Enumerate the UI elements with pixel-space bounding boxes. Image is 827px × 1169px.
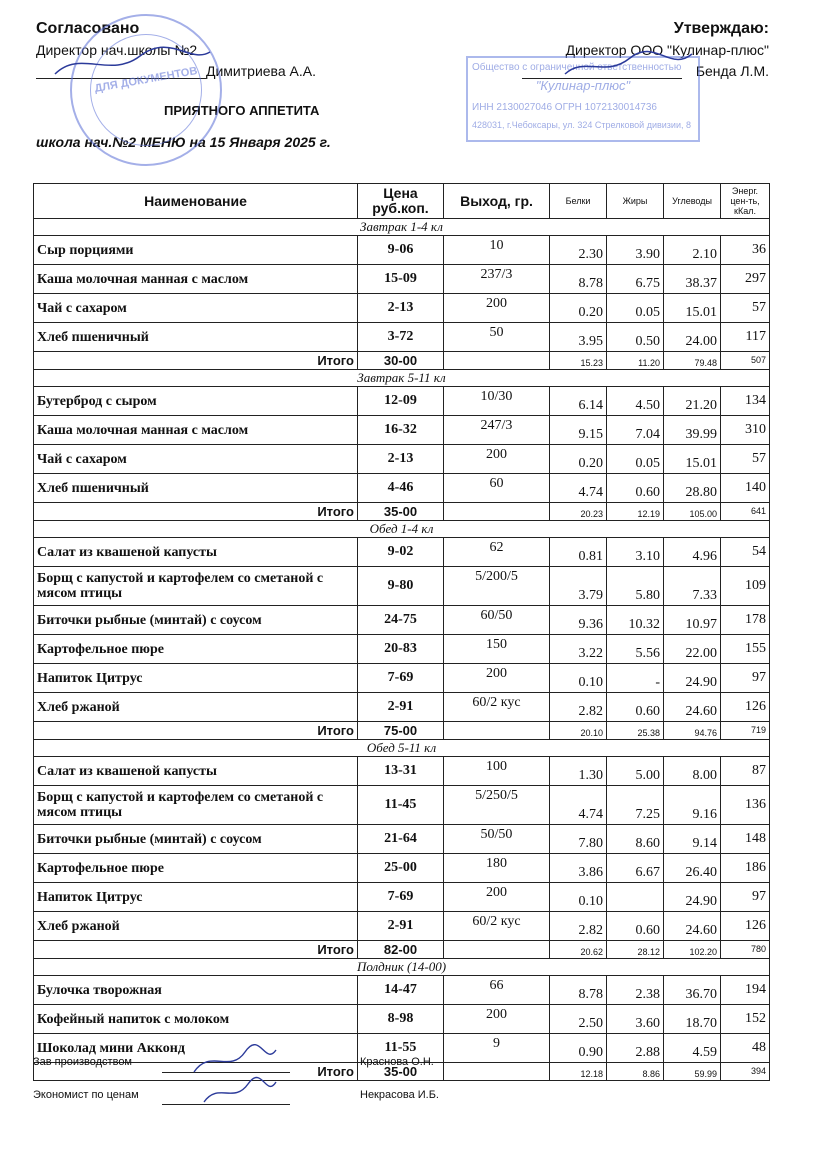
section-title: Завтрак 5-11 кл <box>34 370 770 387</box>
dish-energy: 136 <box>721 786 770 825</box>
dish-protein: 0.20 <box>550 445 607 474</box>
dish-energy: 117 <box>721 323 770 352</box>
dish-name: Напиток Цитрус <box>34 883 358 912</box>
approval-right-signer: Бенда Л.М. <box>695 63 769 79</box>
dish-energy: 48 <box>721 1034 770 1063</box>
dish-energy: 152 <box>721 1005 770 1034</box>
approval-right-title: Утверждаю: <box>673 20 769 37</box>
header-protein: Белки <box>550 184 607 219</box>
dish-fat: 5.80 <box>607 567 664 606</box>
total-carbs: 105.00 <box>664 503 721 521</box>
dish-price: 7-69 <box>358 883 444 912</box>
dish-carbs: 15.01 <box>664 294 721 323</box>
dish-price: 9-80 <box>358 567 444 606</box>
table-row <box>34 635 770 664</box>
section-row <box>34 521 770 538</box>
dish-protein: 8.78 <box>550 976 607 1005</box>
dish-price: 7-69 <box>358 664 444 693</box>
total-row <box>34 503 770 521</box>
table-row <box>34 693 770 722</box>
total-carbs: 79.48 <box>664 352 721 370</box>
total-energy: 719 <box>721 722 770 740</box>
total-output <box>444 941 550 959</box>
footer-name-1: Краснова О.Н. <box>360 1056 434 1068</box>
table-row <box>34 912 770 941</box>
dish-fat: 7.25 <box>607 786 664 825</box>
round-stamp-text: ДЛЯ ДОКУМЕНТОВ <box>93 65 199 95</box>
total-label: Итого <box>34 503 358 521</box>
dish-price: 9-06 <box>358 236 444 265</box>
table-row <box>34 786 770 825</box>
menu-title: школа нач.№2 МЕНЮ на 15 Января 2025 г. <box>36 134 331 150</box>
dish-protein: 9.36 <box>550 606 607 635</box>
dish-fat: 0.05 <box>607 445 664 474</box>
dish-protein: 6.14 <box>550 387 607 416</box>
dish-price: 20-83 <box>358 635 444 664</box>
dish-name: Хлеб пшеничный <box>34 323 358 352</box>
dish-output: 60 <box>444 474 550 503</box>
table-row <box>34 567 770 606</box>
dish-energy: 178 <box>721 606 770 635</box>
dish-name: Салат из квашеной капусты <box>34 538 358 567</box>
total-protein: 20.10 <box>550 722 607 740</box>
dish-protein: 0.10 <box>550 883 607 912</box>
section-row <box>34 959 770 976</box>
dish-fat: 2.88 <box>607 1034 664 1063</box>
table-row <box>34 854 770 883</box>
total-output <box>444 1063 550 1081</box>
dish-fat: 0.50 <box>607 323 664 352</box>
dish-price: 8-98 <box>358 1005 444 1034</box>
dish-name: Хлеб ржаной <box>34 693 358 722</box>
total-label: Итого <box>34 722 358 740</box>
dish-price: 11-45 <box>358 786 444 825</box>
dish-output: 62 <box>444 538 550 567</box>
dish-carbs: 38.37 <box>664 265 721 294</box>
dish-output: 50/50 <box>444 825 550 854</box>
dish-name: Каша молочная манная с маслом <box>34 416 358 445</box>
dish-output: 150 <box>444 635 550 664</box>
total-carbs: 102.20 <box>664 941 721 959</box>
dish-fat: 3.10 <box>607 538 664 567</box>
menu-table-body <box>34 219 770 1081</box>
total-carbs: 94.76 <box>664 722 721 740</box>
dish-protein: 7.80 <box>550 825 607 854</box>
dish-protein: 4.74 <box>550 786 607 825</box>
left-signature-scribble <box>50 44 220 84</box>
total-energy: 507 <box>721 352 770 370</box>
approval-right-position: Директор ООО "Кулинар-плюс" <box>565 42 769 58</box>
dish-carbs: 18.70 <box>664 1005 721 1034</box>
total-energy: 641 <box>721 503 770 521</box>
dish-carbs: 24.60 <box>664 693 721 722</box>
header-carbs: Углеводы <box>664 184 721 219</box>
dish-price: 4-46 <box>358 474 444 503</box>
footer-signature-scribble-2 <box>200 1076 280 1110</box>
dish-energy: 57 <box>721 294 770 323</box>
total-row <box>34 352 770 370</box>
dish-price: 24-75 <box>358 606 444 635</box>
dish-carbs: 9.16 <box>664 786 721 825</box>
table-row <box>34 538 770 567</box>
dish-energy: 36 <box>721 236 770 265</box>
dish-name: Напиток Цитрус <box>34 664 358 693</box>
dish-price: 16-32 <box>358 416 444 445</box>
total-fat: 28.12 <box>607 941 664 959</box>
total-fat: 11.20 <box>607 352 664 370</box>
dish-fat: 3.90 <box>607 236 664 265</box>
dish-protein: 0.10 <box>550 664 607 693</box>
dish-output: 247/3 <box>444 416 550 445</box>
dish-output: 200 <box>444 664 550 693</box>
total-carbs: 59.99 <box>664 1063 721 1081</box>
table-row <box>34 474 770 503</box>
header-energy: Энерг. цен-ть, кКал. <box>721 184 770 219</box>
dish-price: 2-13 <box>358 294 444 323</box>
right-signature-scribble <box>560 48 700 84</box>
dish-price: 9-02 <box>358 538 444 567</box>
dish-fat: 5.00 <box>607 757 664 786</box>
dish-name: Салат из квашеной капусты <box>34 757 358 786</box>
dish-name: Шоколад мини Акконд <box>34 1034 358 1063</box>
dish-name: Сыр порциями <box>34 236 358 265</box>
dish-carbs: 24.00 <box>664 323 721 352</box>
dish-name: Чай с сахаром <box>34 445 358 474</box>
dish-price: 2-91 <box>358 693 444 722</box>
dish-output: 60/2 кус <box>444 912 550 941</box>
total-protein: 20.62 <box>550 941 607 959</box>
dish-carbs: 36.70 <box>664 976 721 1005</box>
table-row <box>34 323 770 352</box>
dish-energy: 87 <box>721 757 770 786</box>
dish-energy: 310 <box>721 416 770 445</box>
dish-carbs: 26.40 <box>664 854 721 883</box>
section-title: Полдник (14-00) <box>34 959 770 976</box>
table-row <box>34 883 770 912</box>
footer-role-1: Зав производством <box>33 1056 132 1068</box>
total-output <box>444 503 550 521</box>
dish-energy: 186 <box>721 854 770 883</box>
table-row <box>34 664 770 693</box>
total-protein: 15.23 <box>550 352 607 370</box>
table-row <box>34 1005 770 1034</box>
dish-name: Борщ с капустой и картофелем со сметаной с мясом птицы <box>34 786 358 825</box>
dish-carbs: 7.33 <box>664 567 721 606</box>
dish-carbs: 24.60 <box>664 912 721 941</box>
section-row <box>34 740 770 757</box>
header-fat: Жиры <box>607 184 664 219</box>
total-label: Итого <box>34 941 358 959</box>
total-fat: 12.19 <box>607 503 664 521</box>
round-stamp <box>70 14 222 166</box>
dish-protein: 3.79 <box>550 567 607 606</box>
dish-protein: 3.95 <box>550 323 607 352</box>
dish-name: Картофельное пюре <box>34 635 358 664</box>
dish-carbs: 2.10 <box>664 236 721 265</box>
dish-fat: 0.05 <box>607 294 664 323</box>
dish-name: Биточки рыбные (минтай) с соусом <box>34 606 358 635</box>
table-row <box>34 416 770 445</box>
dish-name: Булочка творожная <box>34 976 358 1005</box>
dish-price: 14-47 <box>358 976 444 1005</box>
dish-output: 237/3 <box>444 265 550 294</box>
dish-energy: 134 <box>721 387 770 416</box>
company-stamp-line3: ИНН 2130027046 ОГРН 1072130014736 <box>472 102 657 113</box>
section-row <box>34 219 770 236</box>
table-row <box>34 976 770 1005</box>
total-fat: 8.86 <box>607 1063 664 1081</box>
dish-carbs: 10.97 <box>664 606 721 635</box>
company-stamp-line4: 428031, г.Чебоксары, ул. 324 Стрелковой дивизии, 8 <box>472 120 691 130</box>
section-row <box>34 370 770 387</box>
dish-fat: 10.32 <box>607 606 664 635</box>
section-title: Обед 1-4 кл <box>34 521 770 538</box>
dish-energy: 148 <box>721 825 770 854</box>
dish-protein: 3.86 <box>550 854 607 883</box>
dish-output: 66 <box>444 976 550 1005</box>
table-row <box>34 387 770 416</box>
dish-name: Каша молочная манная с маслом <box>34 265 358 294</box>
total-price: 35-00 <box>358 1063 444 1081</box>
dish-price: 13-31 <box>358 757 444 786</box>
dish-name: Бутерброд с сыром <box>34 387 358 416</box>
total-price: 35-00 <box>358 503 444 521</box>
total-output <box>444 352 550 370</box>
dish-name: Чай с сахаром <box>34 294 358 323</box>
table-row <box>34 606 770 635</box>
table-header-row <box>34 184 770 219</box>
dish-fat: 2.38 <box>607 976 664 1005</box>
dish-energy: 97 <box>721 883 770 912</box>
dish-output: 10 <box>444 236 550 265</box>
table-row <box>34 825 770 854</box>
dish-carbs: 39.99 <box>664 416 721 445</box>
dish-protein: 2.50 <box>550 1005 607 1034</box>
dish-price: 3-72 <box>358 323 444 352</box>
total-label: Итого <box>34 352 358 370</box>
header-output: Выход, гр. <box>444 184 550 219</box>
dish-name: Кофейный напиток с молоком <box>34 1005 358 1034</box>
dish-name: Борщ с капустой и картофелем со сметаной с мясом птицы <box>34 567 358 606</box>
dish-protein: 0.20 <box>550 294 607 323</box>
dish-protein: 1.30 <box>550 757 607 786</box>
dish-energy: 126 <box>721 912 770 941</box>
dish-protein: 8.78 <box>550 265 607 294</box>
dish-price: 12-09 <box>358 387 444 416</box>
dish-energy: 97 <box>721 664 770 693</box>
dish-output: 60/2 кус <box>444 693 550 722</box>
dish-fat: 6.67 <box>607 854 664 883</box>
dish-output: 200 <box>444 1005 550 1034</box>
dish-carbs: 24.90 <box>664 883 721 912</box>
dish-fat: 5.56 <box>607 635 664 664</box>
dish-price: 15-09 <box>358 265 444 294</box>
dish-protein: 2.82 <box>550 912 607 941</box>
dish-energy: 54 <box>721 538 770 567</box>
dish-protein: 4.74 <box>550 474 607 503</box>
dish-output: 60/50 <box>444 606 550 635</box>
dish-carbs: 24.90 <box>664 664 721 693</box>
footer-name-2: Некрасова И.Б. <box>360 1089 439 1101</box>
table-row <box>34 445 770 474</box>
total-row <box>34 941 770 959</box>
approval-left-signer: Димитриева А.А. <box>206 63 316 79</box>
dish-protein: 0.90 <box>550 1034 607 1063</box>
dish-fat: 3.60 <box>607 1005 664 1034</box>
dish-price: 2-91 <box>358 912 444 941</box>
footer-role-2: Экономист по ценам <box>33 1089 139 1101</box>
dish-carbs: 22.00 <box>664 635 721 664</box>
approval-left-position: Директор нач.школы №2 <box>36 42 198 58</box>
dish-protein: 2.30 <box>550 236 607 265</box>
dish-energy: 57 <box>721 445 770 474</box>
dish-fat: 0.60 <box>607 912 664 941</box>
total-protein: 12.18 <box>550 1063 607 1081</box>
total-energy: 780 <box>721 941 770 959</box>
table-row <box>34 294 770 323</box>
dish-fat: 6.75 <box>607 265 664 294</box>
dish-output: 200 <box>444 883 550 912</box>
dish-carbs: 15.01 <box>664 445 721 474</box>
dish-output: 50 <box>444 323 550 352</box>
header-price: Цена руб.коп. <box>358 184 444 219</box>
dish-price: 11-55 <box>358 1034 444 1063</box>
dish-output: 5/250/5 <box>444 786 550 825</box>
dish-price: 25-00 <box>358 854 444 883</box>
dish-name: Хлеб ржаной <box>34 912 358 941</box>
dish-energy: 126 <box>721 693 770 722</box>
dish-carbs: 4.59 <box>664 1034 721 1063</box>
table-row <box>34 265 770 294</box>
dish-carbs: 21.20 <box>664 387 721 416</box>
dish-energy: 155 <box>721 635 770 664</box>
footer-signature-scribble-1 <box>190 1044 280 1078</box>
total-output <box>444 722 550 740</box>
dish-name: Хлеб пшеничный <box>34 474 358 503</box>
dish-output: 200 <box>444 294 550 323</box>
dish-carbs: 28.80 <box>664 474 721 503</box>
dish-output: 100 <box>444 757 550 786</box>
dish-fat: 7.04 <box>607 416 664 445</box>
dish-protein: 9.15 <box>550 416 607 445</box>
dish-fat: 0.60 <box>607 693 664 722</box>
total-price: 82-00 <box>358 941 444 959</box>
dish-energy: 194 <box>721 976 770 1005</box>
dish-protein: 2.82 <box>550 693 607 722</box>
dish-carbs: 4.96 <box>664 538 721 567</box>
dish-output: 10/30 <box>444 387 550 416</box>
company-stamp-line2: "Кулинар-плюс" <box>535 78 631 93</box>
total-row <box>34 722 770 740</box>
dish-output: 180 <box>444 854 550 883</box>
slogan: ПРИЯТНОГО АППЕТИТА <box>164 103 320 118</box>
section-title: Обед 5-11 кл <box>34 740 770 757</box>
header-name: Наименование <box>34 184 358 219</box>
total-price: 75-00 <box>358 722 444 740</box>
dish-fat: - <box>607 664 664 693</box>
dish-fat: 4.50 <box>607 387 664 416</box>
dish-fat: 0.60 <box>607 474 664 503</box>
dish-protein: 0.81 <box>550 538 607 567</box>
approval-left-title: Согласовано <box>36 20 140 37</box>
total-label: Итого <box>34 1063 358 1081</box>
dish-energy: 140 <box>721 474 770 503</box>
dish-output: 9 <box>444 1034 550 1063</box>
dish-energy: 109 <box>721 567 770 606</box>
dish-carbs: 9.14 <box>664 825 721 854</box>
table-row <box>34 757 770 786</box>
dish-energy: 297 <box>721 265 770 294</box>
dish-protein: 3.22 <box>550 635 607 664</box>
table-row <box>34 236 770 265</box>
dish-name: Биточки рыбные (минтай) с соусом <box>34 825 358 854</box>
dish-fat <box>607 883 664 912</box>
menu-table <box>33 183 770 1081</box>
total-energy: 394 <box>721 1063 770 1081</box>
dish-output: 5/200/5 <box>444 567 550 606</box>
section-title: Завтрак 1-4 кл <box>34 219 770 236</box>
dish-price: 21-64 <box>358 825 444 854</box>
total-protein: 20.23 <box>550 503 607 521</box>
dish-fat: 8.60 <box>607 825 664 854</box>
total-fat: 25.38 <box>607 722 664 740</box>
dish-price: 2-13 <box>358 445 444 474</box>
dish-output: 200 <box>444 445 550 474</box>
company-stamp-line1: Общество с ограниченной ответственностью <box>472 62 682 73</box>
dish-name: Картофельное пюре <box>34 854 358 883</box>
dish-carbs: 8.00 <box>664 757 721 786</box>
total-price: 30-00 <box>358 352 444 370</box>
